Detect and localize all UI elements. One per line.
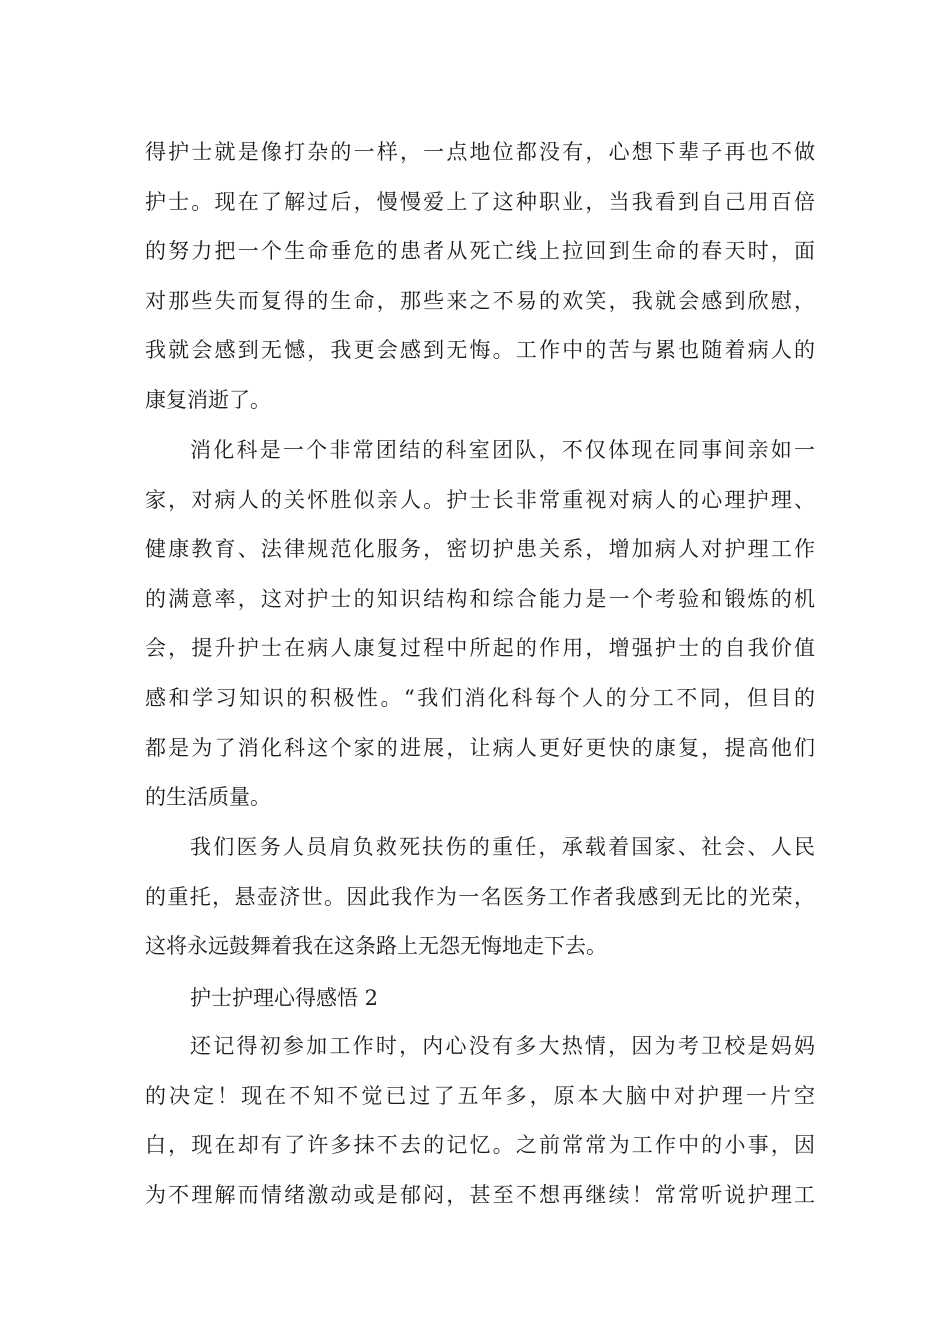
text-line: 我就会感到无憾，我更会感到无悔。工作中的苦与累也随着病人的 [145, 338, 815, 363]
paragraph-4 [145, 1022, 815, 1220]
text-line: 的满意率，这对护士的知识结构和综合能力是一个考验和锻炼的机 [145, 586, 815, 611]
text-line: 白，现在却有了许多抹不去的记忆。之前常常为工作中的小事，因 [145, 1133, 815, 1158]
text-line: 护士。现在了解过后，慢慢爱上了这种职业，当我看到自己用百倍 [145, 189, 815, 214]
text-line: 这将永远鼓舞着我在这条路上无怨无悔地走下去。 [145, 934, 607, 959]
text-line: 得护士就是像打杂的一样，一点地位都没有，心想下辈子再也不做 [145, 140, 815, 164]
text-line: 消化科是一个非常团结的科室团队，不仅体现在同事间亲如一 [190, 438, 815, 462]
text-line: 的努力把一个生命垂危的患者从死亡线上拉回到生命的春天时，面 [145, 239, 815, 264]
text-line: 康复消逝了。 [145, 387, 271, 412]
text-line: 感和学习知识的积极性。“我们消化科每个人的分工不同，但目的 [145, 685, 815, 710]
text-line: 对那些失而复得的生命，那些来之不易的欢笑，我就会感到欣慰， [145, 288, 815, 313]
text-line: 健康教育、法律规范化服务，密切护患关系，增加病人对护理工作 [145, 537, 815, 562]
text-line: 的决定！现在不知不觉已过了五年多，原本大脑中对护理一片空 [145, 1083, 815, 1108]
paragraph-2 [145, 426, 815, 823]
text-line: 的生活质量。 [145, 785, 271, 810]
paragraph-3 [145, 823, 815, 972]
text-line: 会，提升护士在病人康复过程中所起的作用，增强护士的自我价值 [145, 636, 815, 661]
text-line: 的重托，悬壶济世。因此我作为一名医务工作者我感到无比的光荣， [145, 884, 815, 909]
section-heading: 护士护理心得感悟 2 [190, 986, 379, 1010]
text-line: 都是为了消化科这个家的进展，让病人更好更快的康复，提高他们 [145, 735, 815, 760]
text-line: 家，对病人的关怀胜似亲人。护士长非常重视对病人的心理护理、 [145, 487, 815, 512]
text-line: 我们医务人员肩负救死扶伤的重任，承载着国家、社会、人民 [190, 835, 815, 859]
text-line: 为不理解而情绪激动或是郁闷，甚至不想再继续！常常听说护理工 [145, 1182, 815, 1207]
text-line: 还记得初参加工作时，内心没有多大热情，因为考卫校是妈妈 [190, 1034, 815, 1058]
paragraph-1 [145, 128, 815, 426]
